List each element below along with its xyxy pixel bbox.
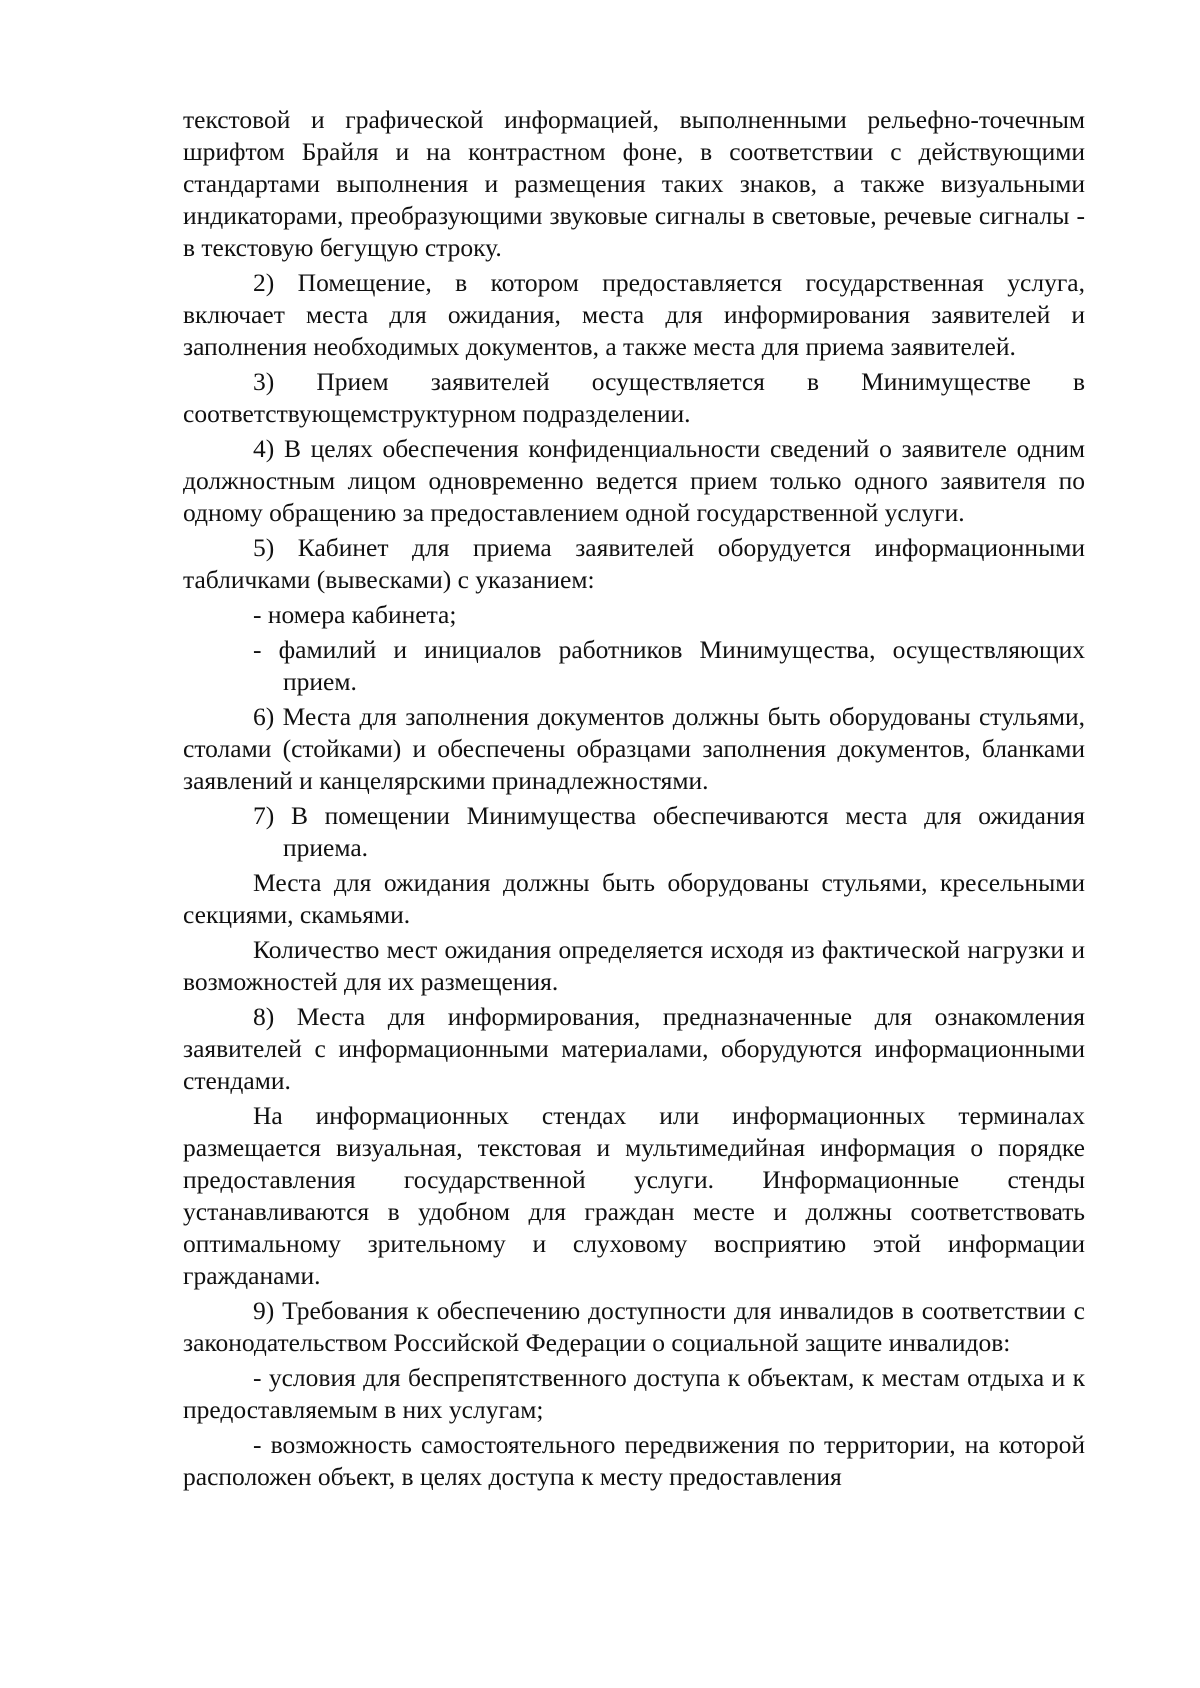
list-item-independent-movement: - возможность самостоятельного передвижения по территории, на которой расположен объект, в целях доступа к месту предоставления [183, 1430, 1085, 1491]
paragraph-3: 3) Прием заявителей осуществляется в Минимуществе в соответствующемструктурном подразделении. [183, 367, 1085, 428]
paragraph-7-waiting-count: Количество мест ожидания определяется исходя из фактической нагрузки и возможностей для их размещения. [183, 935, 1085, 996]
paragraph-2: 2) Помещение, в котором предоставляется государственная услуга, включает места для ожидания, места для информирования заявителей и заполнения необходимых документов, а также места для приема заявителей. [183, 268, 1085, 361]
list-item-room-number: - номера кабинета; [253, 600, 457, 629]
paragraph-5: 5) Кабинет для приема заявителей оборудуется информационными табличками (вывесками) с указанием: [183, 533, 1085, 594]
document-body [183, 104, 1085, 1493]
paragraph-8-info-stands: На информационных стендах или информационных терминалах размещается визуальная, текстовая и мультимедийная информация о порядке предоставления государственной услуги. Информационные стенды устанавливаются в удобном для граждан месте и должны соответствовать оптимальному зрительному и слуховому восприятию этой информации гражданами. [183, 1101, 1085, 1290]
paragraph-7: 7) В помещении Минимущества обеспечиваются места для ожидания приема. [253, 801, 1085, 862]
paragraph-6: 6) Места для заполнения документов должны быть оборудованы стульями, столами (стойками) и обеспечены образцами заполнения документов, бланками заявлений и канцелярскими принадлежностями. [183, 702, 1085, 795]
list-item-staff-names: - фамилий и инициалов работников Минимущества, осуществляющих прием. [253, 635, 1085, 696]
paragraph-4: 4) В целях обеспечения конфиденциальности сведений о заявителе одним должностным лицом одновременно ведется прием только одного заявителя по одному обращению за предоставлением одной государственной услуги. [183, 434, 1085, 527]
paragraph-8: 8) Места для информирования, предназначенные для ознакомления заявителей с информационными материалами, оборудуются информационными стендами. [183, 1002, 1085, 1095]
paragraph-7-waiting-seats: Места для ожидания должны быть оборудованы стульями, кресельными секциями, скамьями. [183, 868, 1085, 929]
paragraph-9: 9) Требования к обеспечению доступности для инвалидов в соответствии с законодательством Российской Федерации о социальной защите инвалидов: [183, 1296, 1085, 1357]
list-item-free-access: - условия для беспрепятственного доступа к объектам, к местам отдыха и к предоставляемым в них услугам; [183, 1363, 1085, 1424]
paragraph-intro: текстовой и графической информацией, выполненными рельефно-точечным шрифтом Брайля и на контрастном фоне, в соответствии с действующими стандартами выполнения и размещения таких знаков, а также визуальными индикаторами, преобразующими звуковые сигналы в световые, речевые сигналы - в текстовую бегущую строку. [183, 105, 1085, 262]
